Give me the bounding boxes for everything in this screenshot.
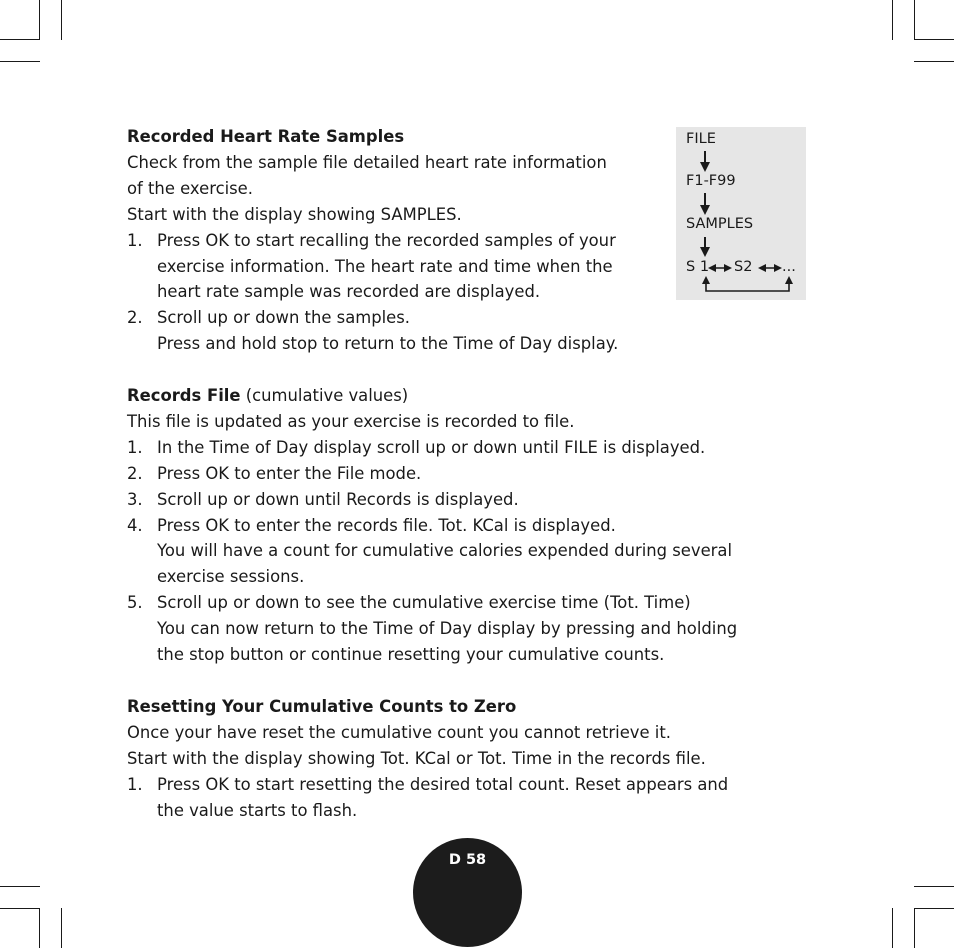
list-number: 1. [127, 437, 143, 457]
list-text: Press OK to start recalling the recorded samples of your [157, 230, 616, 250]
section-heading-row [127, 383, 827, 409]
paragraph-line: Once your have reset the cumulative count you cannot retrieve it. [127, 722, 671, 742]
paragraph-line: Start with the display showing SAMPLES. [127, 204, 462, 224]
crop-mark [61, 908, 62, 948]
section-heading: Records File [127, 386, 241, 406]
arrow-down-icon [700, 237, 710, 257]
list-text: Press OK to enter the File mode. [157, 463, 422, 483]
crop-mark [0, 39, 40, 40]
crop-mark [0, 908, 40, 909]
list-text: Scroll up or down until Records is displayed. [157, 489, 519, 509]
list-item [127, 461, 827, 487]
section-heading: Resetting Your Cumulative Counts to Zero [127, 696, 517, 716]
list-text: You can now return to the Time of Day display by pressing and holding [157, 619, 738, 639]
loop-return-icon [702, 276, 793, 291]
section-heading-note: (cumulative values) [245, 386, 409, 406]
list-item [127, 590, 827, 668]
list-text: You will have a count for cumulative calories expended during several [157, 541, 733, 561]
crop-mark [61, 0, 62, 40]
crop-mark [39, 908, 40, 948]
page-number-badge [413, 838, 522, 947]
list-text: Press OK to start resetting the desired total count. Reset appears and [157, 774, 729, 794]
paragraph-line: This file is updated as your exercise is recorded to file. [127, 411, 575, 431]
list-item [127, 487, 827, 513]
list-text: the stop button or continue resetting your cumulative counts. [157, 645, 665, 665]
list-text: Scroll up or down to see the cumulative exercise time (Tot. Time) [157, 593, 691, 613]
list-text: Press and hold stop to return to the Time of Day display. [157, 334, 619, 354]
paragraph-line: of the exercise. [127, 178, 253, 198]
flow-label-more: ... [782, 259, 796, 275]
list-item [127, 772, 827, 824]
arrow-down-icon [700, 193, 710, 215]
list-text: In the Time of Day display scroll up or down until FILE is displayed. [157, 437, 706, 457]
crop-mark [39, 0, 40, 40]
list-text: the value starts to flash. [157, 800, 358, 820]
double-arrow-icon [708, 264, 732, 272]
paragraph-line: Start with the display showing Tot. KCal or Tot. Time in the records file. [127, 748, 706, 768]
list-text: heart rate sample was recorded are displayed. [157, 282, 541, 302]
crop-mark [892, 908, 893, 948]
crop-mark [914, 908, 954, 909]
flow-label-file: FILE [686, 131, 716, 147]
list-item [127, 305, 827, 357]
list-number: 1. [127, 774, 143, 794]
list-number: 1. [127, 230, 143, 250]
crop-mark [0, 886, 40, 887]
arrow-down-icon [700, 151, 710, 172]
flow-label-samples: SAMPLES [686, 216, 754, 232]
flow-label-s1: S 1 [686, 259, 710, 275]
list-text: Press OK to enter the records file. Tot. KCal is displayed. [157, 515, 616, 535]
list-text: exercise information. The heart rate and time when the [157, 256, 613, 276]
paragraph-line: Check from the sample file detailed heart rate information [127, 152, 607, 172]
crop-mark [914, 886, 954, 887]
section-records-file [127, 383, 827, 668]
flow-label-s2: S2 [734, 259, 753, 275]
section-resetting-counts [127, 694, 827, 824]
section-heading: Recorded Heart Rate Samples [127, 127, 405, 146]
menu-flow-diagram [676, 127, 806, 300]
crop-mark [0, 61, 40, 62]
list-text: Scroll up or down the samples. [157, 308, 411, 328]
crop-mark [914, 0, 915, 40]
list-number: 3. [127, 489, 143, 509]
crop-mark [914, 39, 954, 40]
list-number: 2. [127, 308, 143, 328]
list-item [127, 435, 827, 461]
page-number: D 58 [448, 852, 487, 868]
double-arrow-icon [758, 264, 782, 272]
crop-mark [914, 61, 954, 62]
list-number: 4. [127, 515, 143, 535]
crop-mark [914, 908, 915, 948]
flow-label-files: F1-F99 [686, 173, 736, 189]
list-number: 2. [127, 463, 143, 483]
crop-mark [892, 0, 893, 40]
list-number: 5. [127, 593, 143, 613]
list-text: exercise sessions. [157, 567, 305, 587]
list-item [127, 513, 827, 591]
